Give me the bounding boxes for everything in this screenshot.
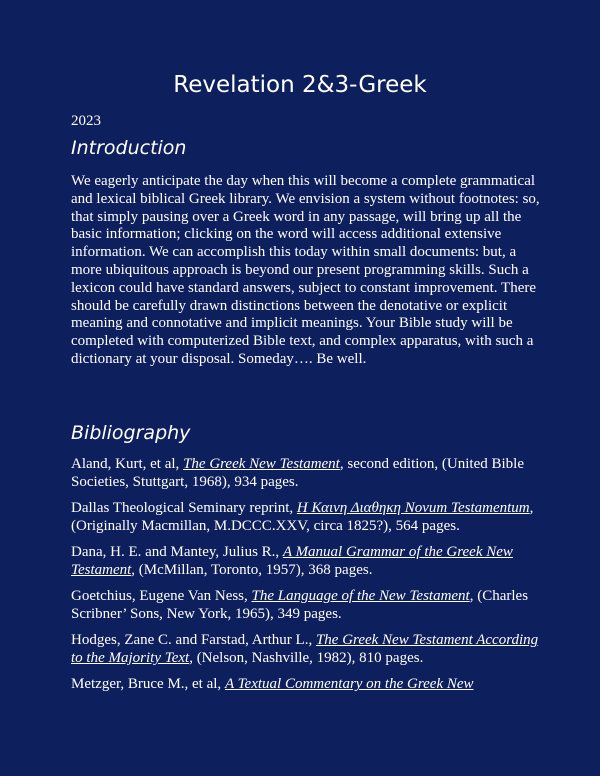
entry-author: Dallas Theological Seminary reprint, [71, 500, 297, 517]
entry-author: Dana, H. E. and Mantey, Julius R., [71, 544, 283, 561]
entry-details: , (Charles Scribner’ Sons, New York, 1965), 349 pages. [71, 588, 529, 623]
entry-author: Hodges, Zane C. and Farstad, Arthur L., [71, 632, 316, 649]
bibliography-entry [71, 588, 541, 624]
entry-title-link[interactable]: The Greek New Testament According to the Majority Text [71, 632, 539, 667]
bibliography-entry [71, 544, 541, 580]
bibliography-entry [71, 456, 541, 492]
entry-details: , second edition, (United Bible Societies, Stuttgart, 1968), 934 pages. [71, 456, 524, 490]
bibliography-entry [71, 632, 541, 668]
document-title: Revelation 2&3-Greek [173, 72, 427, 98]
introduction-text: We eagerly anticipate the day when this will become a complete grammatical and lexical biblical Greek library. We envision a system without footnotes: so, that simply pausing over a Greek word in any passage, will bring up all the basic information; clicking on the word will access additional extensive information. We can accomplish this today within small documents: but, a more ubiquitous approach is beyond our present programming skills. Such a lexicon could have standard answers, subject to constant improvement. There should be carefully drawn distinctions between the denotative or explicit meaning and connotative and implicit meanings. Your Bible study will be completed with computerized Bible text, and complex apparatus, with such a dictionary at your disposal. Someday…. Be well. [71, 173, 540, 367]
entry-author: Goetchius, Eugene Van Ness, [71, 588, 252, 605]
entry-details: , (McMillan, Toronto, 1957), 368 pages. [131, 561, 373, 578]
bibliography-entry [71, 676, 541, 694]
entry-title-link[interactable]: The Greek New Testament [183, 456, 340, 472]
document-year: 2023 [71, 113, 101, 129]
bibliography-entry [71, 500, 541, 536]
bibliography-list [71, 456, 541, 703]
entry-details: , (Originally Macmillan, M.DCCC.XXV, circa 1825?), 564 pages. [71, 500, 534, 534]
entry-title-link[interactable]: A Textual Commentary on the Greek New [224, 676, 474, 693]
entry-details: , (Nelson, Nashville, 1982), 810 pages. [189, 650, 424, 667]
introduction-heading: Introduction [71, 137, 187, 159]
entry-author: Metzger, Bruce M., et al, [71, 676, 225, 693]
entry-author: Aland, Kurt, et al, [71, 456, 184, 472]
bibliography-heading: Bibliography [71, 422, 191, 444]
entry-title-link[interactable]: A Manual Grammar of the Greek New Testament [71, 544, 513, 578]
entry-title-link[interactable]: Η Καινη Διαθηκη Novum Testamentum [296, 500, 530, 517]
entry-title-link[interactable]: The Language of the New Testament [251, 588, 470, 605]
